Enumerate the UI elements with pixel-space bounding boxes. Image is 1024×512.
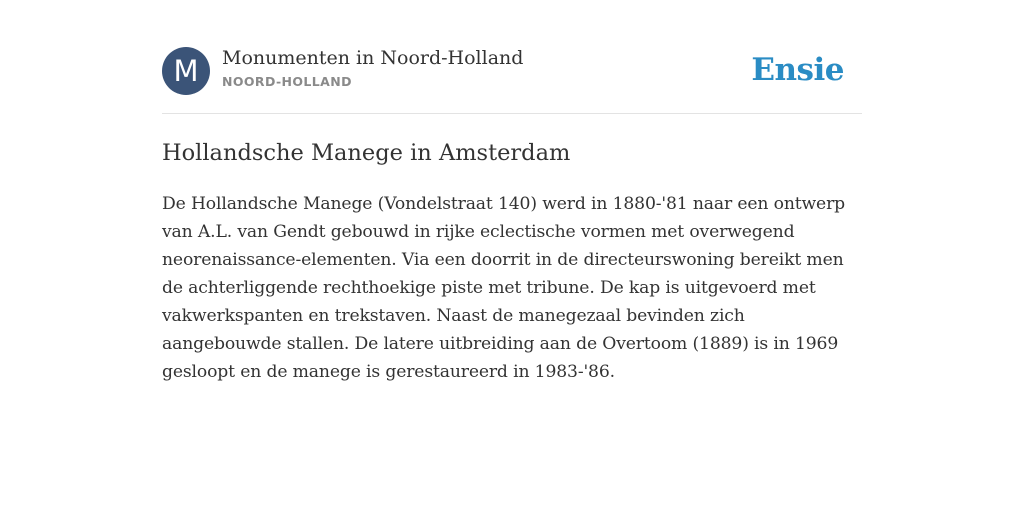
header-divider [162,113,862,114]
book-avatar[interactable]: M [162,47,210,95]
article-body: De Hollandsche Manege (Vondelstraat 140) werd in 1880-'81 naar een ontwerp van A.L. van Gendt gebouwd in rijke eclectische vormen met overwegend neorenaissance-elementen. Via een doorrit in de directeurswoning bereikt men de achterliggende rechthoekige piste met tribune. De kap is uitgevoerd met vakwerkspanten en trekstaven. Naast de manegezaal bevinden zich aangebouwde stallen. De latere uitbreiding aan de Overtoom (1889) is in 1969 gesloopt en de manege is gerestaureerd in 1983-'86. [162,194,845,382]
article-title: Hollandsche Manege in Amsterdam [162,140,571,166]
book-header [162,46,862,96]
book-title-link[interactable]: Monumenten in Noord-Holland [222,47,524,69]
ensie-logo[interactable]: Ensie [751,52,844,88]
book-subtitle: NOORD-HOLLAND [222,74,352,89]
